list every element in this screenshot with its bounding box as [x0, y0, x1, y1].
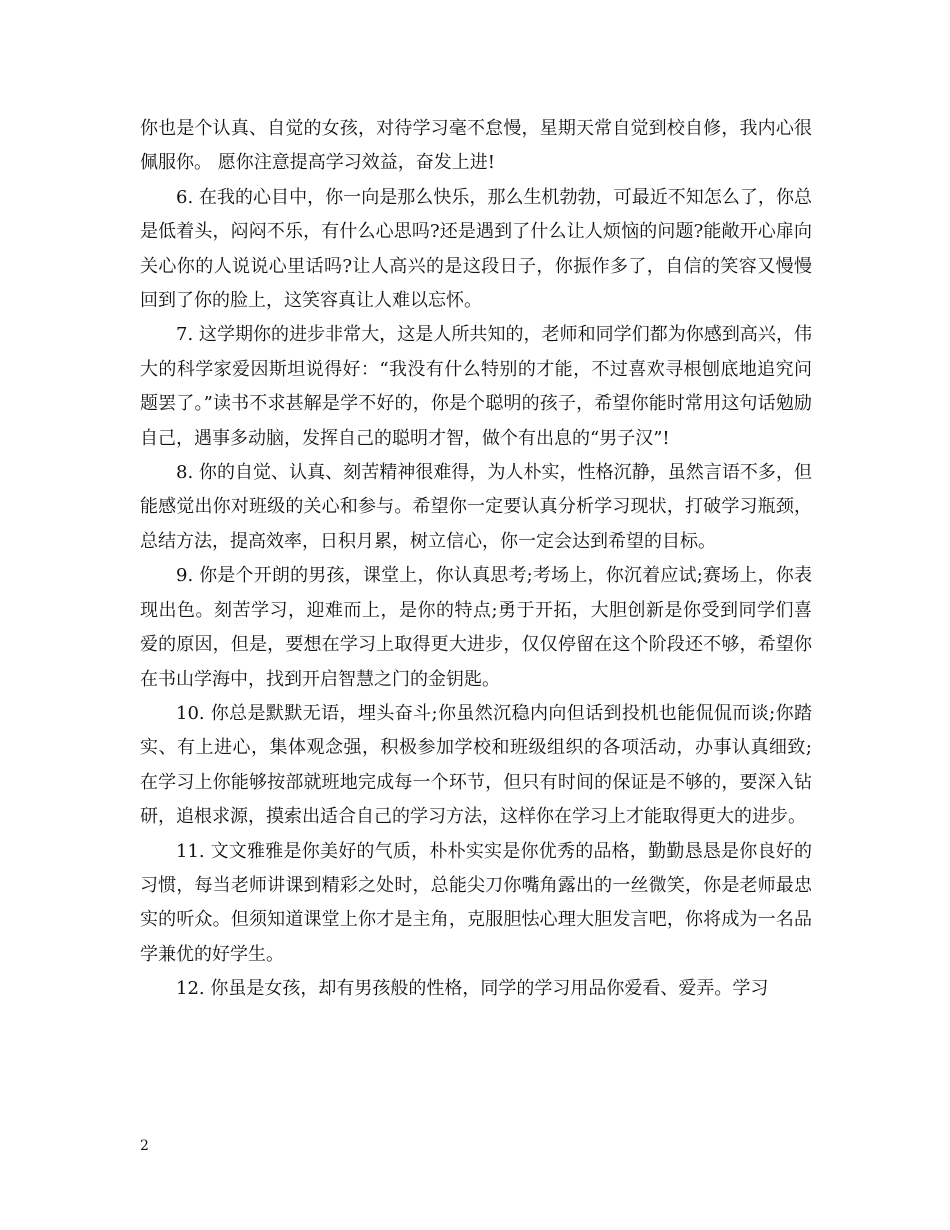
paragraph-continued: 你也是个认真、自觉的女孩，对待学习毫不怠慢，星期天常自觉到校自修，我内心很佩服你。 愿你注意提高学习效益，奋发上进!	[140, 118, 812, 174]
paragraph-12: 12. 你虽是女孩，却有男孩般的性格，同学的学习用品你爱看、爱弄。学习	[176, 978, 769, 1000]
paragraph-10: 10. 你总是默默无语，埋头奋斗;你虽然沉稳内向但话到投机也能侃侃而谈;你踏实、有上进心，集体观念强，积极参加学校和班级组织的各项活动，办事认真细致;在学习上你能够按部就班地完成每一个环节，但只有时间的保证是不够的，要深入钻研，追根求源，摸索出适合自己的学习方法，这样你在学习上才能取得更大的进步。	[140, 702, 812, 828]
page-number: 2	[140, 1138, 149, 1154]
document-body	[140, 112, 812, 1007]
paragraph-8: 8. 你的自觉、认真、刻苦精神很难得，为人朴实，性格沉静，虽然言语不多，但能感觉出你对班级的关心和参与。希望你一定要认真分析学习现状，打破学习瓶颈，总结方法，提高效率，日积月累，树立信心，你一定会达到希望的目标。	[140, 462, 812, 552]
paragraph-9: 9. 你是个开朗的男孩，课堂上，你认真思考;考场上，你沉着应试;赛场上，你表现出色。刻苦学习，迎难而上，是你的特点;勇于开拓，大胆创新是你受到同学们喜爱的原因，但是，要想在学习上取得更大进步，仅仅停留在这个阶段还不够，希望你在书山学海中，找到开启智慧之门的金钥匙。	[140, 565, 812, 690]
paragraph-11: 11. 文文雅雅是你美好的气质，朴朴实实是你优秀的品格，勤勤恳恳是你良好的习惯，每当老师讲课到精彩之处时，总能尖刀你嘴角露出的一丝微笑，你是老师最忠实的听众。但须知道课堂上你才是主角，克服胆怯心理大胆发言吧，你将成为一名品学兼优的好学生。	[140, 840, 812, 965]
paragraph-6: 6. 在我的心目中，你一向是那么快乐，那么生机勃勃，可最近不知怎么了，你总是低着头，闷闷不乐，有什么心思吗?还是遇到了什么让人烦恼的问题?能敞开心扉向关心你的人说说心里话吗?让人高兴的是这段日子，你振作多了，自信的笑容又慢慢回到了你的脸上，这笑容真让人难以忘怀。	[140, 186, 812, 312]
paragraph-7: 7. 这学期你的进步非常大，这是人所共知的，老师和同学们都为你感到高兴，伟大的科学家爱因斯坦说得好：“我没有什么特别的才能，不过喜欢寻根刨底地追究问题罢了。”读书不求甚解是学不好的，你是个聪明的孩子，希望你能时常用这句话勉励自己，遇事多动脑，发挥自己的聪明才智，做个有出息的“男子汉”!	[140, 324, 812, 449]
